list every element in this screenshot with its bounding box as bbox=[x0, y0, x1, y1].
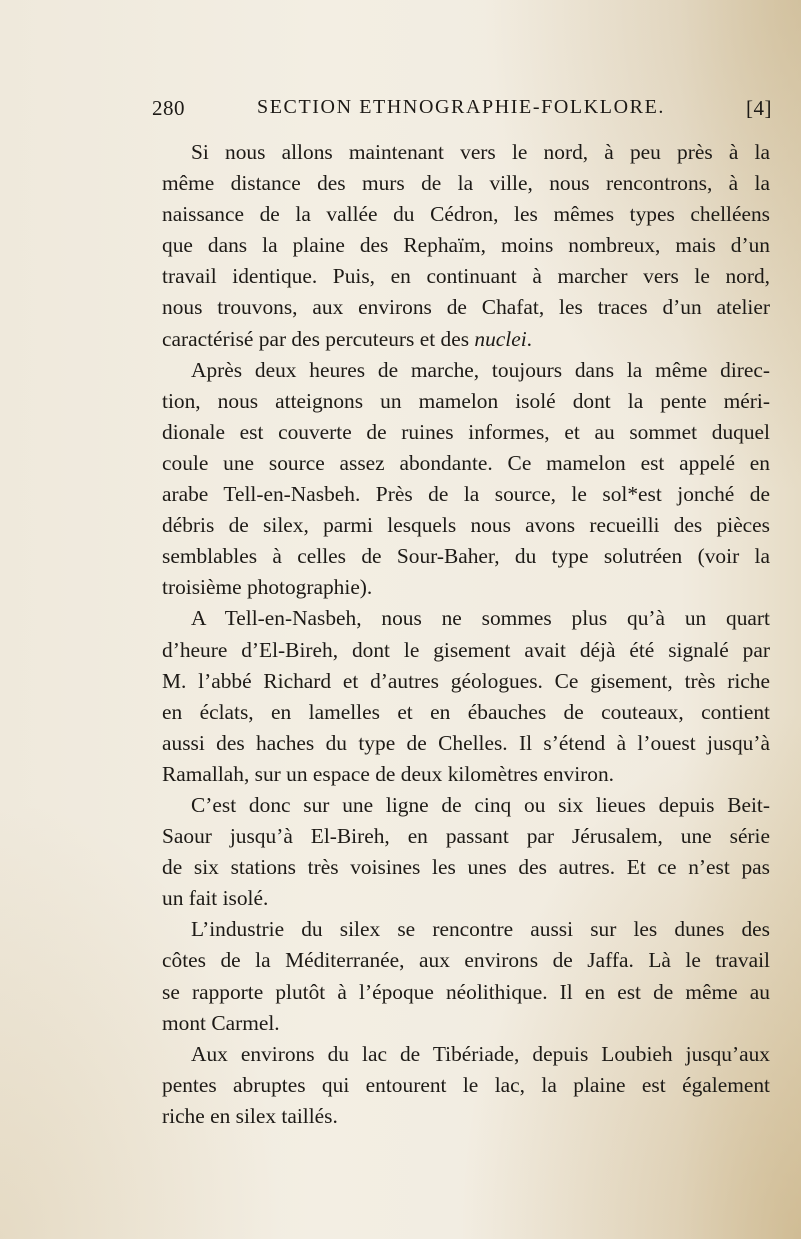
text-line: de six stations très voisines les unes des autres. Et ce n’est pas bbox=[162, 855, 770, 880]
text-line: mont Carmel. bbox=[162, 1010, 280, 1035]
text-line: Après deux heures de marche, toujours dans la même direc- bbox=[191, 357, 770, 382]
running-title: SECTION ETHNOGRAPHIE-FOLKLORE. bbox=[257, 96, 665, 118]
text-line: Saour jusqu’à El-Bireh, en passant par Jérusalem, une série bbox=[162, 824, 770, 849]
text-line: coule une source assez abondante. Ce mamelon est appelé en bbox=[162, 450, 770, 475]
text-line: tion, nous atteignons un mamelon isolé dont la pente méri- bbox=[162, 388, 770, 413]
text-line: troisième photographie). bbox=[162, 575, 373, 600]
text-line: nous trouvons, aux environs de Chafat, les traces d’un atelier bbox=[162, 295, 770, 320]
text-line: Si nous allons maintenant vers le nord, à peu près à la bbox=[191, 140, 770, 164]
text-line: se rapporte plutôt à l’époque néolithique. Il en est de même au bbox=[162, 979, 770, 1004]
text-line: débris de silex, parmi lesquels nous avons recueilli des pièces bbox=[162, 513, 770, 538]
text-line: semblables à celles de Sour-Baher, du type solutréen (voir la bbox=[162, 544, 770, 569]
text-line: travail identique. Puis, en continuant à marcher vers le nord, bbox=[162, 264, 770, 289]
text-line: Aux environs du lac de Tibériade, depuis Loubieh jusqu’aux bbox=[191, 1041, 770, 1066]
text-line: un fait isolé. bbox=[162, 886, 269, 911]
text-line: d’heure d’El-Bireh, dont le gisement avait déjà été signalé par bbox=[162, 637, 770, 662]
page-number: 280 bbox=[152, 96, 185, 120]
text-line: Ramallah, sur un espace de deux kilomètres environ. bbox=[162, 761, 615, 786]
text-segment: . bbox=[526, 326, 532, 351]
text-line: dionale est couverte de ruines informes, et au sommet duquel bbox=[162, 419, 770, 444]
paragraph bbox=[162, 914, 770, 1038]
text-line: A Tell-en-Nasbeh, nous ne sommes plus qu’à un quart bbox=[191, 606, 770, 631]
paragraph bbox=[162, 137, 770, 355]
text-line: même distance des murs de la ville, nous rencontrons, à la bbox=[162, 171, 770, 196]
text-line: C’est donc sur une ligne de cinq ou six lieues depuis Beit- bbox=[191, 792, 770, 817]
folio-number: [4] bbox=[746, 96, 772, 120]
text-line: côtes de la Méditerranée, aux environs de Jaffa. Là le travail bbox=[162, 948, 770, 973]
text-line: M. l’abbé Richard et d’autres géologues. Ce gisement, très riche bbox=[162, 668, 770, 693]
text-line bbox=[162, 324, 770, 355]
body-text bbox=[162, 137, 770, 1132]
paragraph bbox=[162, 1039, 770, 1132]
text-line: arabe Tell-en-Nasbeh. Près de la source, le sol*est jonché de bbox=[162, 482, 770, 507]
text-line: naissance de la vallée du Cédron, les mêmes types chelléens bbox=[162, 202, 770, 227]
text-segment: caractérisé par des percuteurs et des bbox=[162, 326, 475, 351]
italic-term: nuclei bbox=[474, 326, 527, 351]
text-line: que dans la plaine des Rephaïm, moins nombreux, mais d’un bbox=[162, 233, 770, 258]
paragraph bbox=[162, 790, 770, 914]
text-line: pentes abruptes qui entourent le lac, la plaine est également bbox=[162, 1072, 770, 1097]
page-header bbox=[152, 96, 772, 126]
text-line: en éclats, en lamelles et en ébauches de couteaux, contient bbox=[162, 699, 770, 724]
text-line: riche en silex taillés. bbox=[162, 1103, 338, 1128]
text-line: aussi des haches du type de Chelles. Il s’étend à l’ouest jusqu’à bbox=[162, 730, 770, 755]
text-line: L’industrie du silex se rencontre aussi sur les dunes des bbox=[191, 917, 770, 942]
paragraph bbox=[162, 603, 770, 790]
paragraph bbox=[162, 355, 770, 604]
